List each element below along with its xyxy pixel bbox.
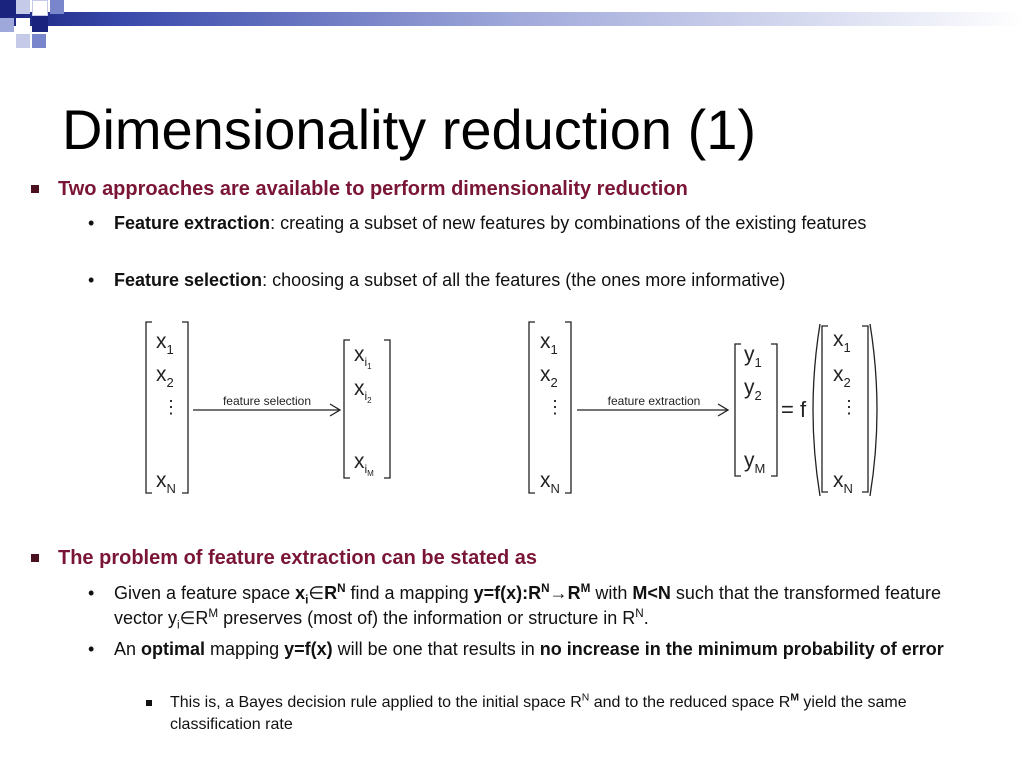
dot-bullet-icon: • [88,583,95,603]
text-span: y=f(x) [284,639,333,659]
text-span: . [643,608,649,628]
text-span: find a mapping [345,583,474,603]
item-optimal-mapping [88,637,944,662]
bracket-left [344,340,350,478]
dot-bullet-icon: • [88,270,95,290]
x2-label: $x_2$ [540,363,558,390]
text-span: N [337,582,346,595]
bracket-right [565,322,571,493]
y1-label: $y_1$ [744,343,762,370]
text-span: ∈ [308,583,325,603]
text-span: N [635,607,644,620]
text-span: will be one that results in [332,639,540,659]
xiM-label: $x_iM$ [354,450,374,478]
bracket-left [529,322,535,493]
vdots: ⋮ [162,397,180,417]
square-bullet-icon [31,554,39,562]
text-span: yield the same classification rate [170,694,907,733]
bracket-left [735,344,741,476]
text-span: optimal [141,639,206,659]
text-span: M [790,692,799,704]
text-span: N [541,582,550,595]
x1-label: $x_1$ [833,328,851,355]
term-feature-extraction: Feature extraction [114,213,271,233]
item-given-feature-space [88,581,964,632]
text-span: y=f(x):R [473,583,542,603]
def-feature-extraction: : creating a subset of new features by combinations of the existing features [270,213,867,233]
bullet-approaches-text: Two approaches are available to perform dimensionality reduction [58,178,688,200]
x2-label: $x_2$ [833,363,851,390]
xi2-label: $x_i2$ [354,377,372,405]
text-span: R [195,608,209,628]
bullet-problem-text: The problem of feature extraction can be stated as [58,547,538,569]
text-span: M [580,582,591,595]
text-span: → [549,583,568,603]
text-span: mapping [205,639,285,659]
slide-title: Dimensionality reduction (1) [62,98,757,161]
text-span: and to the reduced space R [589,694,791,711]
text-span: i [305,593,309,607]
y2-label: $y_2$ [744,376,762,403]
bullet-problem [58,547,537,570]
text-span: M<N [632,583,671,603]
bracket-right [862,326,868,492]
def-feature-selection: : choosing a subset of all the features (the ones more informative) [262,270,786,290]
bracket-right [182,322,188,493]
xN-label: $x_N$ [833,469,853,496]
bracket-left [822,326,828,492]
bracket-right [384,340,390,478]
x1-label: $x_1$ [540,330,558,357]
text-span: no increase in the minimum probability of error [539,639,944,659]
paren-right [870,324,877,496]
text-span: This is, a Bayes decision rule applied to the initial space R [170,694,582,711]
x1-label: $x_1$ [156,330,174,357]
paren-left [813,324,820,496]
text-span: R [567,583,581,603]
xN-label: $x_N$ [156,469,176,496]
equals-f: = f [781,397,807,422]
text-span: x [295,583,306,603]
text-span: preserves (most of) the information or structure in R [218,608,636,628]
bracket-right [771,344,777,476]
subitem-bayes-rule [170,692,990,736]
yM-label: $y_M$ [744,449,766,476]
text-span: with [590,583,633,603]
text-span: N [581,692,590,704]
square-bullet-icon [146,700,152,706]
bracket-left [146,322,152,493]
vdots: ⋮ [840,397,858,417]
text-span: Given a feature space [114,583,296,603]
text-span: R [324,583,338,603]
vdots: ⋮ [546,397,564,417]
text-span: such that the transformed feature vector y [114,583,942,628]
text-span: ∈ [179,608,196,628]
feature-extraction-label: feature extraction [607,394,701,408]
text-span: i [177,618,180,632]
feature-selection-label: feature selection [222,394,312,408]
xi1-label: $x_i1$ [354,343,372,371]
text-span: M [208,607,219,620]
term-feature-selection: Feature selection [114,270,263,290]
dot-bullet-icon: • [88,213,95,233]
x2-label: $x_2$ [156,363,174,390]
dot-bullet-icon: • [88,639,95,659]
text-span: An [114,639,142,659]
xN-label: $x_N$ [540,469,560,496]
